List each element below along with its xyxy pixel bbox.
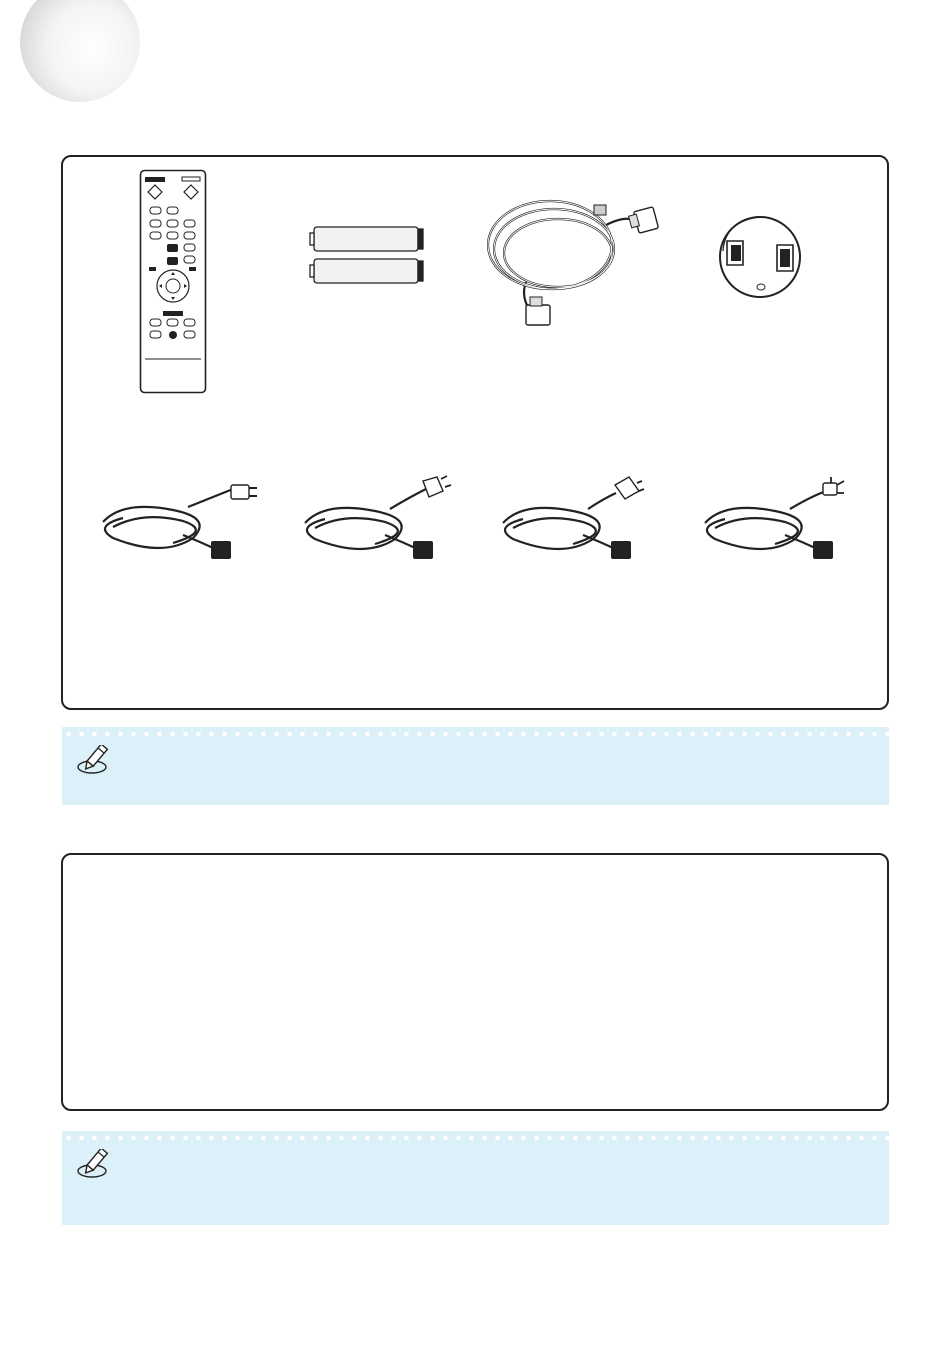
note-bar — [62, 727, 889, 805]
dotted-border — [62, 1135, 889, 1141]
lens-cap-icon — [717, 211, 803, 301]
power-cord-eu-icon — [295, 475, 455, 567]
power-cord-us-icon — [93, 477, 263, 567]
optional-accessories-box — [61, 853, 889, 1111]
remote-control-icon — [139, 169, 207, 394]
pencil-note-icon — [76, 745, 112, 775]
power-cord-uk-icon — [493, 475, 653, 567]
power-cord-au-icon — [695, 475, 857, 567]
corner-decoration — [20, 0, 140, 102]
rgb-cable-icon — [486, 187, 666, 337]
dotted-border — [62, 731, 889, 737]
supplied-accessories-box — [61, 155, 889, 710]
note-bar — [62, 1131, 889, 1225]
battery-icon — [308, 223, 426, 293]
pencil-note-icon — [76, 1149, 112, 1179]
